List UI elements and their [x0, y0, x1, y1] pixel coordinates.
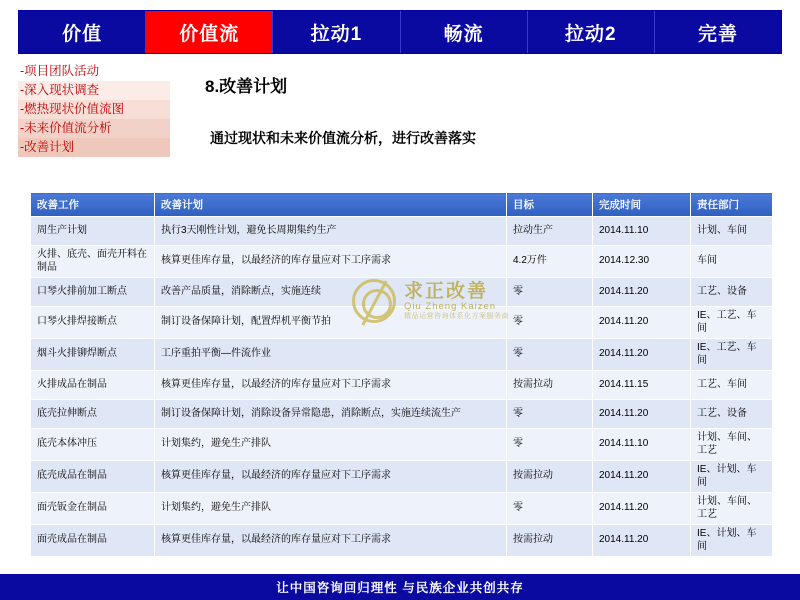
- nav-item-flow[interactable]: 畅流: [401, 11, 528, 53]
- table-row: [31, 339, 773, 371]
- cell-owner: 工艺、车间: [691, 371, 773, 400]
- cell-due-date: 2014.11.15: [593, 371, 691, 400]
- nav-item-pull-2[interactable]: 拉动2: [528, 11, 655, 53]
- column-header-plan: 改善计划: [155, 193, 507, 217]
- cell-target: 零: [507, 493, 593, 525]
- cell-owner: 计划、车间、工艺: [691, 493, 773, 525]
- table-header-row: [31, 193, 773, 217]
- cell-due-date: 2014.11.20: [593, 493, 691, 525]
- cell-owner: 计划、车间、工艺: [691, 429, 773, 461]
- sidebar-item-team-activity[interactable]: -项目团队活动: [18, 62, 170, 81]
- sidebar-item-current-survey[interactable]: -深入现状调查: [18, 81, 170, 100]
- cell-owner: 车间: [691, 246, 773, 278]
- cell-target: 零: [507, 429, 593, 461]
- top-nav: [18, 10, 782, 54]
- footer-bar: [0, 574, 800, 600]
- cell-plan: 核算更佳库存量，以最经济的库存量应对下工序需求: [155, 461, 507, 493]
- cell-work: 底壳成品在制品: [31, 461, 155, 493]
- cell-owner: IE、工艺、车间: [691, 307, 773, 339]
- watermark-title: 求正改善: [404, 280, 489, 302]
- cell-work: 烟斗火排铆焊断点: [31, 339, 155, 371]
- sidebar-item-improvement-plan[interactable]: -改善计划: [18, 138, 170, 157]
- cell-target: 零: [507, 278, 593, 307]
- nav-item-value-stream[interactable]: 价值流: [146, 11, 273, 53]
- cell-target: 零: [507, 400, 593, 429]
- cell-owner: IE、计划、车间: [691, 461, 773, 493]
- cell-work: 面壳钣金在制品: [31, 493, 155, 525]
- cell-plan: 制订设备保障计划，消除设备异常隐患，消除断点，实施连续流生产: [155, 400, 507, 429]
- cell-plan: 改善产品质量，消除断点，实施连续: [155, 278, 507, 307]
- cell-due-date: 2014.11.20: [593, 339, 691, 371]
- cell-target: 零: [507, 307, 593, 339]
- cell-plan: 工序重拍平衡—件流作业: [155, 339, 507, 371]
- column-header-work: 改善工作: [31, 193, 155, 217]
- cell-target: 4.2万件: [507, 246, 593, 278]
- cell-plan: 计划集约，避免生产排队: [155, 429, 507, 461]
- watermark-tagline: 精品运营咨询体系化方案服务商: [404, 313, 509, 321]
- watermark-pinyin: Qiu Zheng Kaizen: [404, 301, 497, 313]
- nav-item-perfect[interactable]: 完善: [697, 23, 738, 45]
- cell-work: 火排成品在制品: [31, 371, 155, 400]
- cell-target: 拉动生产: [507, 217, 593, 246]
- page-title: 8.改善计划: [205, 77, 288, 96]
- table-row: [31, 371, 773, 400]
- sidebar-item-future-vsm[interactable]: -未来价值流分析: [18, 119, 170, 138]
- cell-plan: 制订设备保障计划，配置焊机平衡节拍: [155, 307, 507, 339]
- table-row: [31, 278, 773, 307]
- cell-work: 口琴火排前加工断点: [31, 278, 155, 307]
- cell-owner: IE、计划、车间: [691, 525, 773, 557]
- column-header-owner: 责任部门: [691, 193, 773, 217]
- cell-work: 面壳成品在制品: [31, 525, 155, 557]
- cell-owner: 工艺、设备: [691, 400, 773, 429]
- table-row: [31, 307, 773, 339]
- cell-work: 口琴火排焊接断点: [31, 307, 155, 339]
- cell-target: 按需拉动: [507, 371, 593, 400]
- page-subtitle: 通过现状和未来价值流分析，进行改善落实: [210, 130, 476, 146]
- table-row: [31, 525, 773, 557]
- table-row: [31, 461, 773, 493]
- cell-target: 按需拉动: [507, 461, 593, 493]
- cell-due-date: 2014.12.30: [593, 246, 691, 278]
- cell-owner: 计划、车间: [691, 217, 773, 246]
- table-row: [31, 400, 773, 429]
- improvement-plan-table: [30, 192, 772, 557]
- column-header-target: 目标: [507, 193, 593, 217]
- cell-target: 按需拉动: [507, 525, 593, 557]
- cell-due-date: 2014.11.20: [593, 461, 691, 493]
- cell-due-date: 2014.11.20: [593, 307, 691, 339]
- nav-item-pull-1[interactable]: 拉动1: [273, 11, 400, 53]
- cell-plan: 核算更佳库存量，以最经济的库存量应对下工序需求: [155, 525, 507, 557]
- cell-due-date: 2014.11.20: [593, 400, 691, 429]
- cell-plan: 计划集约，避免生产排队: [155, 493, 507, 525]
- cell-target: 零: [507, 339, 593, 371]
- sidebar: [18, 62, 170, 157]
- cell-plan: 执行3天刚性计划，避免长周期集约生产: [155, 217, 507, 246]
- sidebar-item-current-vsm[interactable]: -燃热现状价值流图: [18, 100, 170, 119]
- cell-plan: 核算更佳库存量，以最经济的库存量应对下工序需求: [155, 371, 507, 400]
- table-row: [31, 246, 773, 278]
- table-row: [31, 429, 773, 461]
- nav-item-value[interactable]: 价值: [19, 11, 146, 53]
- column-header-due-date: 完成时间: [593, 193, 691, 217]
- table-row: [31, 217, 773, 246]
- cell-due-date: 2014.11.10: [593, 429, 691, 461]
- footer-text: 让中国咨询回归理性 与民族企业共创共存: [276, 581, 524, 595]
- cell-owner: IE、工艺、车间: [691, 339, 773, 371]
- cell-work: 底壳本体冲压: [31, 429, 155, 461]
- cell-work: 火排、底壳、面壳开料在制品: [31, 246, 155, 278]
- cell-work: 底壳拉伸断点: [31, 400, 155, 429]
- cell-due-date: 2014.11.20: [593, 525, 691, 557]
- cell-work: 周生产计划: [31, 217, 155, 246]
- table-row: [31, 493, 773, 525]
- cell-due-date: 2014.11.20: [593, 278, 691, 307]
- cell-owner: 工艺、设备: [691, 278, 773, 307]
- cell-plan: 核算更佳库存量，以最经济的库存量应对下工序需求: [155, 246, 507, 278]
- cell-due-date: 2014.11.10: [593, 217, 691, 246]
